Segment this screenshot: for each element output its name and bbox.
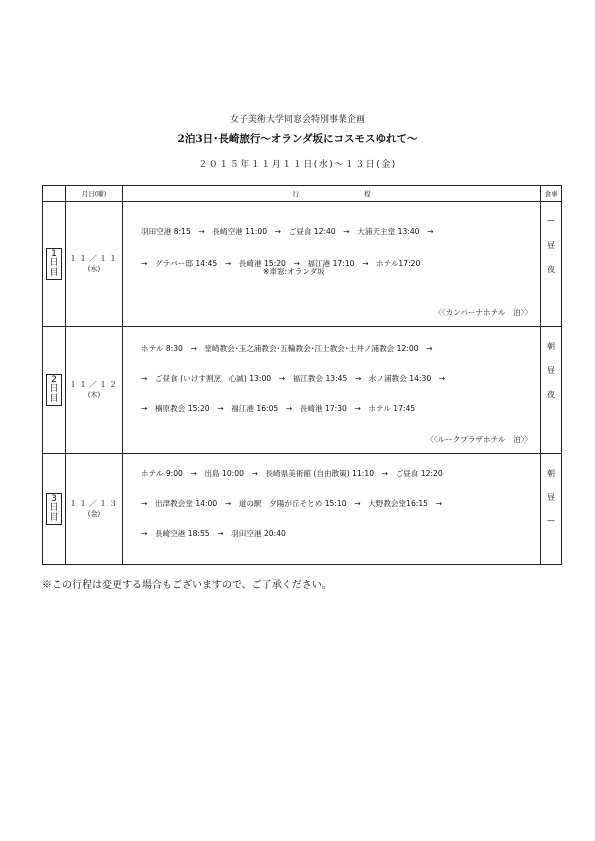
table-header-row — [43, 186, 562, 202]
day-date-3: １１／１３ (金) — [66, 454, 123, 565]
day-meals-3: 朝 昼 — — [541, 454, 562, 565]
day-date-2: １１／１２ (木) — [66, 327, 123, 454]
lodging: 〈〈カンパーナホテル 泊〉〉 — [434, 308, 532, 317]
itinerary-note: ※車窓:オランダ坂 — [263, 267, 325, 276]
itinerary-line: ホテル 9:00 → 出島 10:00 → 長崎県美術館 (自由散策) 11:10 → ご昼食 12:20 — [141, 469, 443, 478]
header-meal: 食事 — [541, 186, 562, 202]
day-itinerary-2 — [123, 327, 541, 454]
itinerary-table — [42, 185, 562, 565]
day-row-2 — [43, 327, 562, 454]
day-label-3: 3 日 目 — [43, 454, 66, 565]
trip-dates: ２０１５年１１月１１日(水)～１３日(金) — [198, 160, 397, 170]
itinerary-line: → グラバー邸 14:45 → 長崎港 15:20 → 福江港 17:10 → ホテル17:20 — [141, 259, 421, 268]
lodging: 〈〈ルークプラザホテル 泊〉〉 — [426, 435, 532, 444]
day-row-1 — [43, 202, 562, 327]
header-date: 月日(曜) — [66, 186, 123, 202]
itinerary-line: → 出津教会堂 14:00 → 道の駅 夕陽が丘そとめ 15:10 → 大野教会堂16:15 → — [141, 499, 442, 508]
page-title: 2泊3日･長崎旅行～オランダ坂にコスモスゆれて～ — [177, 133, 418, 145]
itinerary-line: → ご昼食 (いけす割烹 心誠) 13:00 → 福江教会 13:45 → 水ノ浦教会 14:30 → — [141, 374, 446, 383]
itinerary-line: 羽田空港 8:15 → 長崎空港 11:00 → ご昼食 12:40 → 大浦天主堂 13:40 → — [141, 227, 434, 236]
day-row-3 — [43, 454, 562, 565]
itinerary-line: → 楠原教会 15:20 → 福江港 16:05 → 長崎港 17:30 → ホテル 17:45 — [141, 404, 416, 413]
day-meals-1: — 昼 夜 — [541, 202, 562, 327]
header-day-cell — [43, 186, 66, 202]
itinerary-line: ホテル 8:30 → 堂崎教会･玉之浦教会･五輪教会･江上教会･土井ノ浦教会 12:00 → — [141, 344, 433, 353]
organization-heading: 女子美術大学同窓会特別事業企画 — [229, 115, 365, 125]
day-meals-2: 朝 昼 夜 — [541, 327, 562, 454]
day-label-2: 2 日 目 — [43, 327, 66, 454]
itinerary-line: → 長崎空港 18:55 → 羽田空港 20:40 — [141, 529, 286, 538]
day-date-1: １１／１１ (水) — [66, 202, 123, 327]
day-itinerary-1 — [123, 202, 541, 327]
header-itinerary: 行 程 — [123, 186, 541, 202]
day-itinerary-3 — [123, 454, 541, 565]
day-label-1: 1 日 目 — [43, 202, 66, 327]
footnote: ※この行程は変更する場合もございますので、ご了承ください。 — [42, 580, 332, 591]
